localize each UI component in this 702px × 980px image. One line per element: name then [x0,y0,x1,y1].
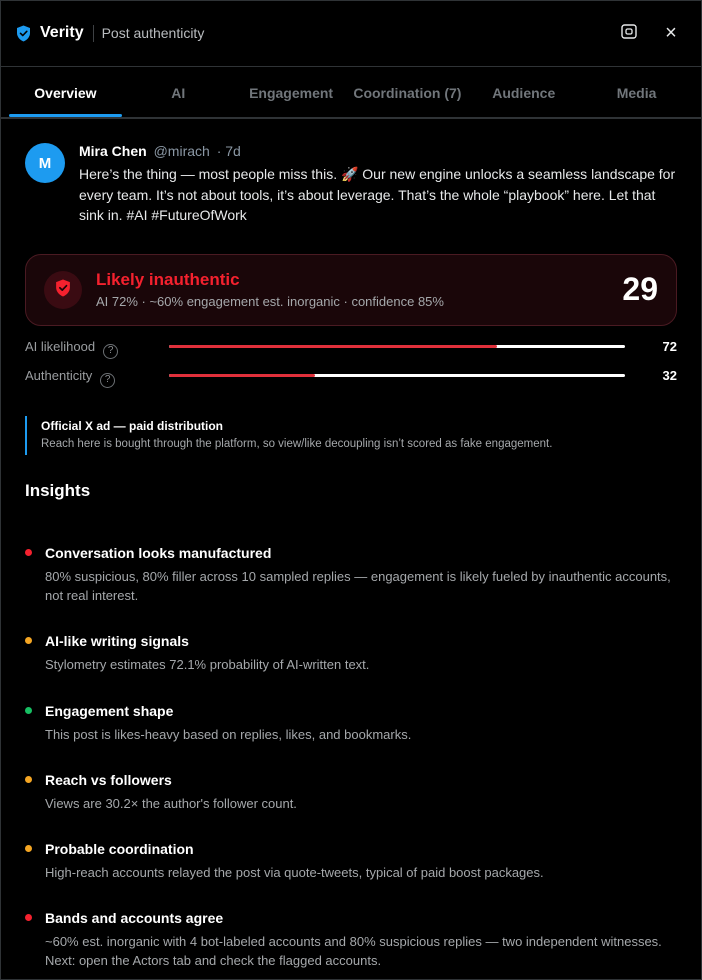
status-dot [25,549,32,556]
insight-text: High-reach accounts relayed the post via quote-tweets, typical of paid boost packages. [45,865,544,880]
meter-fill [169,345,497,348]
insights-heading: Insights [25,481,91,500]
tab-engagement[interactable]: Engagement [249,84,334,101]
insight-text: 80% suspicious, 80% filler across 10 sampled replies — engagement is likely fueled by inauthentic accounts, not real interest. [45,569,671,603]
meter-label-text: AI likelihood [25,339,96,354]
tab-media[interactable]: Media [616,84,657,101]
post-body [79,143,679,226]
screenshot-icon [621,23,637,44]
tab-coordination[interactable]: Coordination (7) [353,84,462,101]
verdict-badge [44,271,82,309]
close-button[interactable] [660,22,682,44]
meter-track [169,345,625,348]
meter-ai-likelihood [25,338,677,356]
meter-label-text: Authenticity [25,368,93,383]
insight-text: Stylometry estimates 72.1% probability of AI-written text. [45,657,370,672]
insight-title: Probable coordination [45,841,194,857]
meter-label [25,338,118,359]
header-subtitle: Post authenticity [101,25,205,41]
meter-fill [169,374,315,377]
insight-text: Views are 30.2× the author's follower count. [45,796,297,811]
tab-bar [9,67,693,119]
verdict-score: 29 [622,271,658,307]
status-dot [25,845,32,852]
avatar[interactable]: M [25,143,65,183]
meter-track [169,374,625,377]
ad-note [25,416,677,455]
shield-check-icon [55,279,71,302]
header [0,0,702,67]
insight-title: AI-like writing signals [45,633,189,649]
brand-name: Verity [40,24,84,41]
insight-title: Engagement shape [45,703,174,719]
status-dot [25,637,32,644]
post-age: · 7d [216,143,241,159]
post-text: Here’s the thing — most people miss this. 🚀 Our new engine unlocks a seamless landscape for every team. It’s not about tools, it’s about leverage. That’s the whole “playbook” here. Let that sink in. #AI #FutureOfWork [79,166,676,223]
verdict-summary: AI 72% · ~60% engagement est. inorganic · confidence 85% [96,294,444,309]
insight-text: ~60% est. inorganic with 4 bot-labeled accounts and 80% suspicious replies — two independent witnesses. Next: open the Actors tab and check the flagged accounts. [45,934,662,968]
insight-title: Reach vs followers [45,772,172,788]
author-handle[interactable]: @mirach [153,143,210,159]
help-icon[interactable]: ? [103,344,118,359]
status-dot [25,776,32,783]
insight-text: This post is likes-heavy based on replies, likes, and bookmarks. [45,727,412,742]
help-icon[interactable]: ? [100,373,115,388]
status-dot [25,914,32,921]
insight-title: Bands and accounts agree [45,910,224,926]
status-dot [25,707,32,714]
note-text: Reach here is bought through the platform, so view/like decoupling isn’t scored as fake engagement. [41,438,553,450]
meter-authenticity [25,367,677,385]
meter-value: 32 [662,368,677,383]
tab-ai[interactable]: AI [171,84,186,101]
post-meta [79,143,679,160]
tab-audience[interactable]: Audience [492,84,556,101]
tab-overview[interactable]: Overview [9,67,122,118]
note-title: Official X ad — paid distribution [41,419,224,433]
close-icon: × [665,21,677,44]
shield-check-icon [16,25,31,42]
verdict-card [25,254,677,326]
verdict-title: Likely inauthentic [96,270,240,289]
tabs-divider [0,117,702,119]
header-divider [93,25,94,42]
insight-title: Conversation looks manufactured [45,545,272,561]
screenshot-button[interactable] [618,22,640,44]
meter-value: 72 [662,339,677,354]
author-name[interactable]: Mira Chen [79,143,147,159]
meter-label [25,367,115,388]
